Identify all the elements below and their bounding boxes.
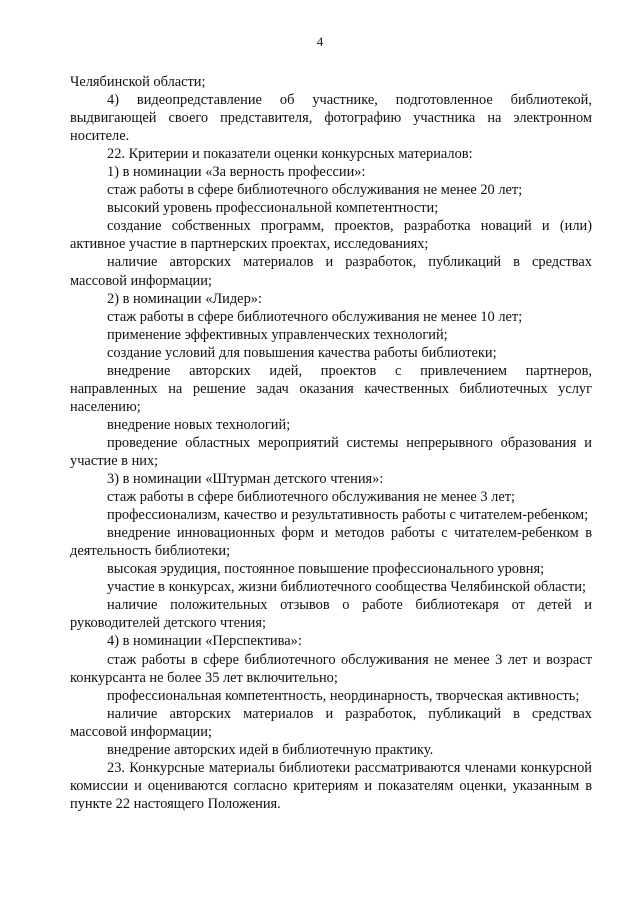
paragraph: высокий уровень профессиональной компетентности; xyxy=(107,200,439,217)
paragraph: стаж работы в сфере библиотечного обслуживания не менее 10 лет; xyxy=(107,308,523,325)
paragraph: 1) в номинации «За верность профессии»: xyxy=(107,164,366,181)
paragraph: создание собственных программ, проектов, разработка новаций и (или) активное участие в партнерских проектах, исследованиях; xyxy=(70,218,592,253)
paragraph: 3) в номинации «Штурман детского чтения»: xyxy=(107,471,384,488)
paragraph: применение эффективных управленческих технологий; xyxy=(107,326,448,343)
paragraph: Челябинской области; xyxy=(70,74,206,90)
paragraph: 4) в номинации «Перспектива»: xyxy=(107,633,302,650)
paragraph: стаж работы в сфере библиотечного обслуживания не менее 3 лет и возраст конкурсанта не более 35 лет включительно; xyxy=(70,651,592,686)
paragraph: профессиональная компетентность, неординарность, творческая активность; xyxy=(107,687,580,704)
paragraph: наличие авторских материалов и разработок, публикаций в средствах массовой информации; xyxy=(70,254,592,289)
paragraph: наличие авторских материалов и разработок, публикаций в средствах массовой информации; xyxy=(70,705,592,740)
paragraph: проведение областных мероприятий системы непрерывного образования и участие в них; xyxy=(70,434,592,469)
document-body xyxy=(70,73,592,813)
paragraph: создание условий для повышения качества работы библиотеки; xyxy=(107,344,497,361)
paragraph: внедрение авторских идей, проектов с привлечением партнеров, направленных на решение задач оказания качественных библиотечных услуг населению; xyxy=(70,362,592,415)
paragraph: внедрение новых технологий; xyxy=(107,416,291,433)
paragraph: участие в конкурсах, жизни библиотечного сообщества Челябинской области; xyxy=(107,579,586,596)
paragraph: 4) видеопредставление об участнике, подготовленное библиотекой, выдвигающей своего представителя, фотографию участника на электронном носителе. xyxy=(70,92,592,145)
paragraph: наличие положительных отзывов о работе библиотекаря от детей и руководителей детского чтения; xyxy=(70,597,592,632)
paragraph: стаж работы в сфере библиотечного обслуживания не менее 3 лет; xyxy=(107,489,516,506)
paragraph: высокая эрудиция, постоянное повышение профессионального уровня; xyxy=(107,561,545,578)
paragraph: внедрение авторских идей в библиотечную практику. xyxy=(107,741,434,758)
paragraph: профессионализм, качество и результативность работы с читателем-ребенком; xyxy=(107,507,589,524)
paragraph: 22. Критерии и показатели оценки конкурсных материалов: xyxy=(107,146,473,163)
page-number: 4 xyxy=(316,34,324,49)
paragraph: стаж работы в сфере библиотечного обслуживания не менее 20 лет; xyxy=(107,182,523,199)
paragraph: 2) в номинации «Лидер»: xyxy=(107,290,262,307)
paragraph: внедрение инновационных форм и методов работы с читателем-ребенком в деятельность библиотеки; xyxy=(70,525,592,560)
paragraph: 23. Конкурсные материалы библиотеки рассматриваются членами конкурсной комиссии и оцениваются согласно критериям и показателям оценки, указанным в пункте 22 настоящего Положения. xyxy=(70,759,592,812)
